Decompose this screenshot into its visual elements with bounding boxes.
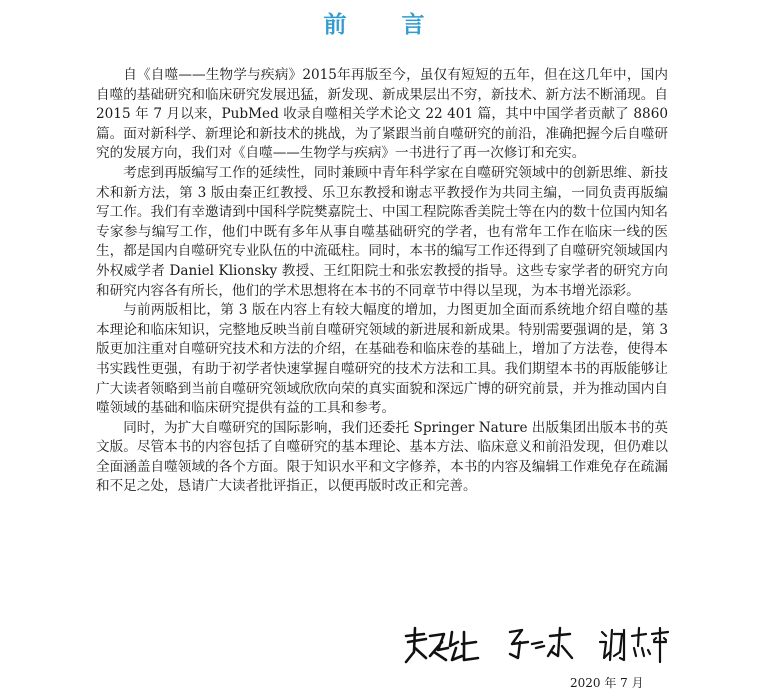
signature-le-weidong [502, 622, 582, 666]
paragraph: 自《自噬——生物学与疾病》2015年再版至今，虽仅有短短的五年，但在这几年中，国内自噬的基础研究和临床研究发展迅猛，新发现、新成果层出不穷，新技术、新方法不断涌现。自 2015 年 7 月以来，PubMed 收录自噬相关学术论文 22 401 篇，其中中国学者贡献了 8860 篇。面对新科学、新理论和新技术的挑战，为了紧跟当前自噬研究的前沿，准确把握今后自噬研究的发展方向，我们对《自噬——生物学与疾病》一书进行了再一次修订和充实。 [96, 67, 668, 162]
signature-qin-zhenghong [400, 622, 482, 666]
paragraph: 考虑到再版编写工作的延续性，同时兼顾中青年科学家在自噬研究领域中的创新思维、新技术和新方法，第 3 版由秦正红教授、乐卫东教授和谢志平教授作为共同主编，一同负责再版编写工作。我们有幸邀请到中国科学院樊嘉院士、中国工程院陈香美院士等在内的数十位国内知名专家参与编写工作，他们中既有多年从事自噬基础研究的学者，也有常年工作在临床一线的医生，都是国内自噬研究专业队伍的中流砥柱。同时，本书的编写工作还得到了自噬研究领域国内外权威学者 Daniel Klionsky 教授、王红阳院士和张宏教授的指导。这些专家学者的研究方向和研究内容各有所长，他们的学术思想将在本书的不同章节中得以呈现，为本书增光添彩。 [96, 164, 668, 299]
date-text: 2020 年 7 月 [570, 676, 644, 690]
paragraph: 同时，为扩大自噬研究的国际影响，我们还委托 Springer Nature 出版集团出版本书的英文版。尽管本书的内容包括了自噬研究的基本理论、基本方法、临床意义和前沿发现，但仍难以全面涵盖自噬领域的各个方面。限于知识水平和文字修养，本书的内容及编辑工作难免存在疏漏和不足之处，恳请广大读者批评指正，以便再版时改正和完善。 [96, 419, 668, 495]
signature-xie-zhiping [596, 622, 672, 666]
signature-text [596, 666, 597, 667]
handwritten-signature-image [400, 622, 482, 666]
signature-text [502, 666, 503, 667]
signature-block [400, 622, 668, 670]
handwritten-signature-image [596, 622, 672, 666]
handwritten-signature-image [502, 622, 582, 666]
signature-text [400, 666, 401, 667]
page-title: 前 言 [323, 12, 441, 38]
paragraph: 与前两版相比，第 3 版在内容上有较大幅度的增加，力图更加全面而系统地介绍自噬的基本理论和临床知识，完整地反映当前自噬研究领域的新进展和新成果。特别需要强调的是，第 3 版更加注重对自噬研究技术和方法的介绍，在基础卷和临床卷的基础上，增加了方法卷，使得本书实践性更强，有助于初学者快速掌握自噬研究的技术方法和工具。我们期望本书的再版能够让广大读者领略到当前自噬研究领域欣欣向荣的真实面貌和深远广博的研究前景，并为推动国内自噬领域的基础和临床研究提供有益的工具和参考。 [96, 302, 668, 417]
preface-body [96, 66, 668, 497]
